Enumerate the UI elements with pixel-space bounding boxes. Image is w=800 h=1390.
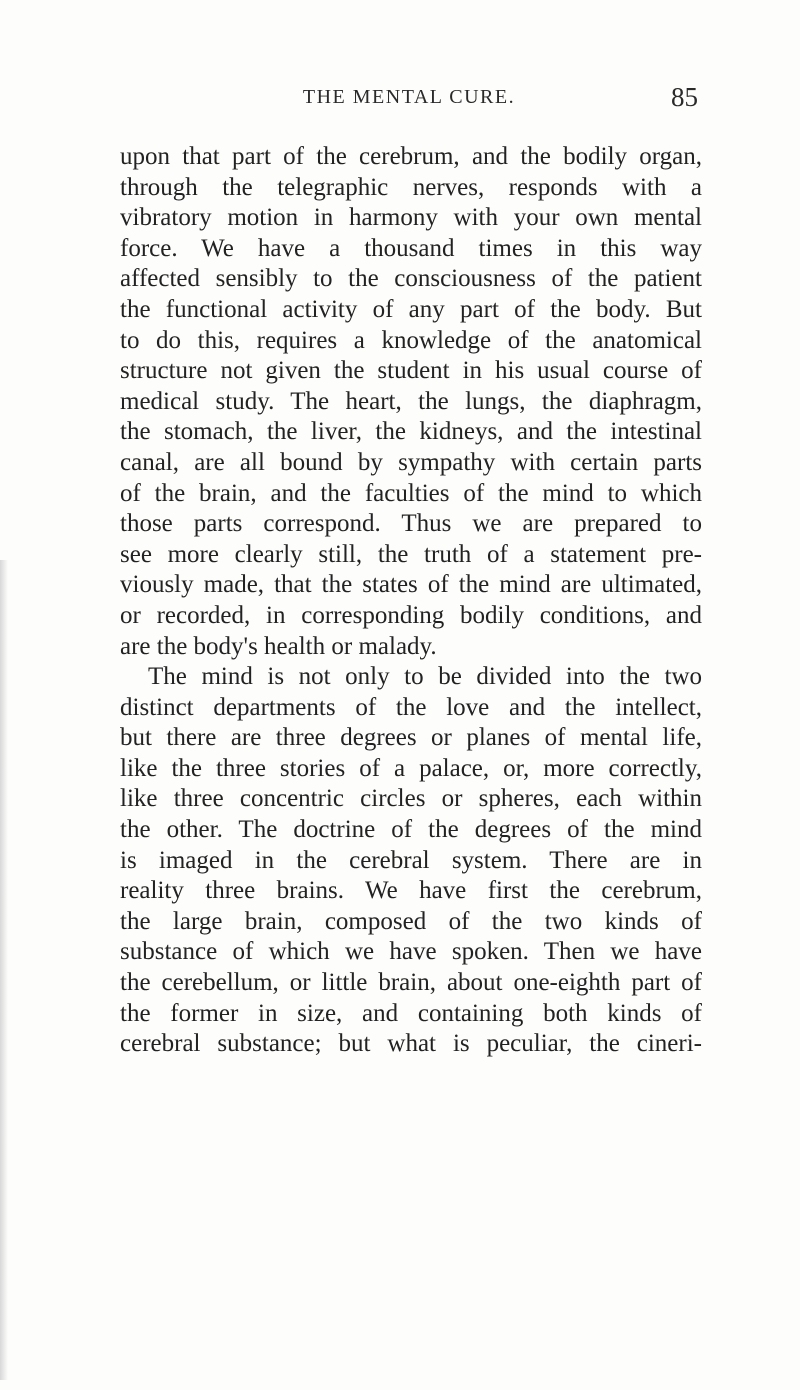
body-text bbox=[120, 142, 702, 1060]
text-line: canal, are all bound by sympathy with certain parts bbox=[120, 448, 702, 476]
text-line: but there are three degrees or planes of mental life, bbox=[120, 724, 702, 752]
text-line: to do this, requires a knowledge of the anatomical bbox=[120, 326, 702, 354]
text-line: see more clearly still, the truth of a statement pre- bbox=[120, 540, 702, 568]
text-line: cerebral substance; but what is peculiar, the cineri- bbox=[120, 1030, 702, 1058]
page-header bbox=[120, 82, 698, 122]
text-line: like the three stories of a palace, or, more correctly, bbox=[120, 754, 702, 782]
text-line: the functional activity of any part of the body. But bbox=[120, 295, 702, 323]
text-line: distinct departments of the love and the intellect, bbox=[120, 693, 702, 721]
text-line: through the telegraphic nerves, responds with a bbox=[120, 173, 702, 201]
text-line: vibratory motion in harmony with your own mental bbox=[120, 204, 702, 232]
text-line: affected sensibly to the consciousness of the patient bbox=[120, 265, 702, 293]
text-line: the large brain, composed of the two kinds of bbox=[120, 907, 702, 935]
text-line: of the brain, and the faculties of the mind to which bbox=[120, 479, 702, 507]
text-line: upon that part of the cerebrum, and the bodily organ, bbox=[120, 143, 702, 170]
text-line: like three concentric circles or spheres, each within bbox=[120, 785, 702, 813]
page-gutter-shadow bbox=[0, 560, 8, 1380]
page-number: 85 bbox=[671, 82, 698, 112]
text-line: reality three brains. We have first the cerebrum, bbox=[120, 877, 702, 905]
text-line: force. We have a thousand times in this way bbox=[120, 234, 702, 262]
text-line: the cerebellum, or little brain, about one-eighth part of bbox=[120, 969, 702, 997]
text-line: are the body's health or malady. bbox=[120, 632, 437, 660]
text-line: structure not given the student in his usual course of bbox=[120, 357, 702, 385]
paragraph-start-line: The mind is not only to be divided into the two bbox=[148, 663, 702, 691]
text-line: or recorded, in corresponding bodily conditions, and bbox=[120, 601, 702, 629]
text-line: those parts correspond. Thus we are prepared to bbox=[120, 510, 702, 538]
text-line: is imaged in the cerebral system. There are in bbox=[120, 846, 702, 874]
running-title: THE MENTAL CURE. bbox=[302, 86, 516, 108]
text-line: the former in size, and containing both kinds of bbox=[120, 999, 702, 1027]
text-line: viously made, that the states of the mind are ultimated, bbox=[120, 571, 702, 599]
text-line: medical study. The heart, the lungs, the diaphragm, bbox=[120, 387, 702, 415]
text-line: substance of which we have spoken. Then we have bbox=[120, 938, 702, 966]
text-line: the other. The doctrine of the degrees of the mind bbox=[120, 816, 702, 844]
text-line: the stomach, the liver, the kidneys, and the intestinal bbox=[120, 418, 702, 446]
